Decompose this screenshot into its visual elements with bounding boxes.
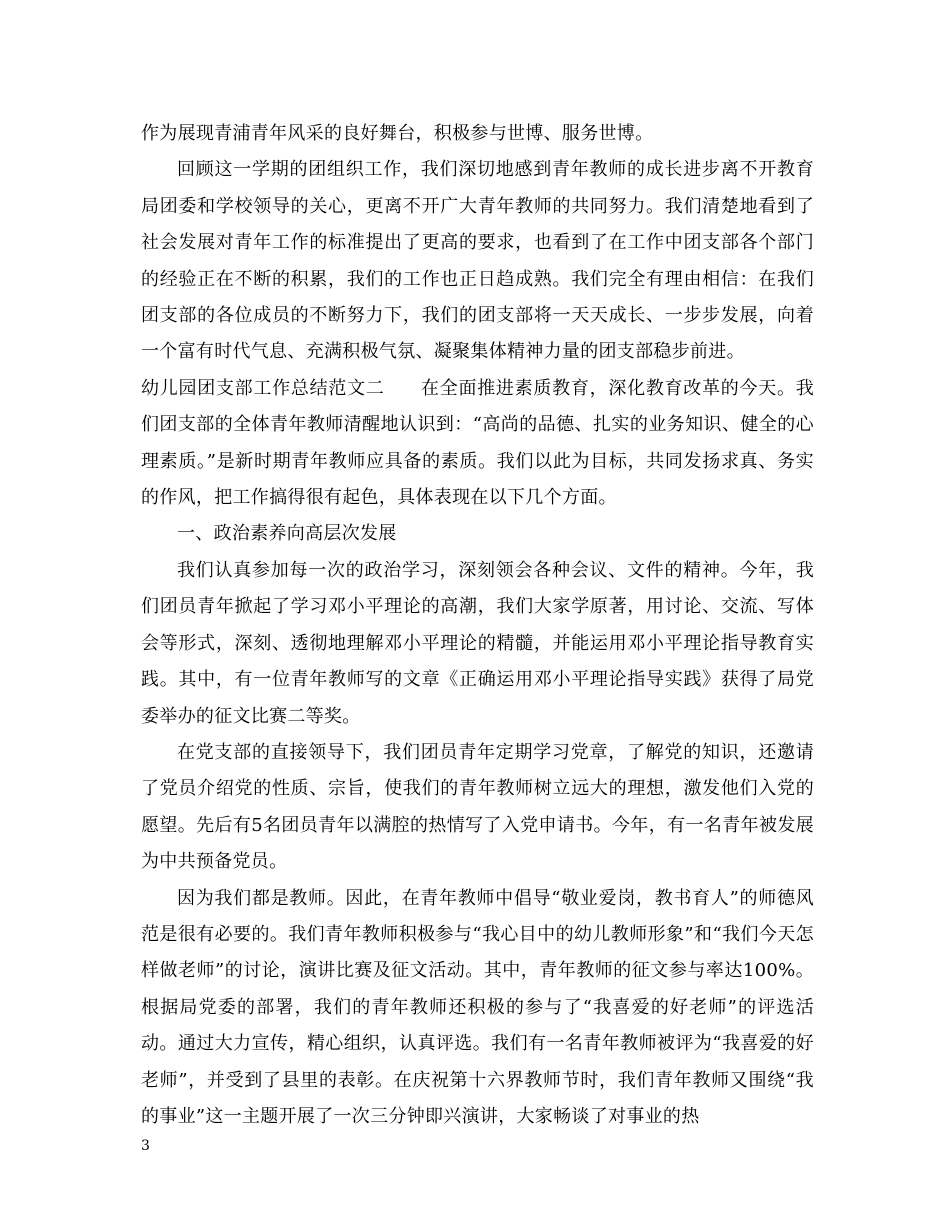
paragraph-continuation: 作为展现青浦青年风采的良好舞台，积极参与世博、服务世博。: [141, 123, 654, 144]
paragraph-party-study: 在党支部的直接领导下，我们团员青年定期学习党章，了解党的知识，还邀请了党员介绍党的性质、宗旨，使我们的青年教师树立远大的理想，激发他们入党的愿望。先后有5名团员青年以满腔的热情写了入党申请书。今年，有一名青年被发展为中共预备党员。: [141, 741, 814, 873]
sample-two-title: 幼儿园团支部工作总结范文二: [141, 377, 385, 399]
page-number: 3: [141, 1138, 150, 1154]
paragraph-teacher-ethics: 因为我们都是教师。因此，在青年教师中倡导“敬业爱岗，教书育人”的师德风范是很有必要的。我们青年教师积极参与“我心目中的幼儿教师形象”和“我们今天怎样做老师”的讨论，演讲比赛及征文活动。其中，青年教师的征文参与率达100%。根据局党委的部署，我们的青年教师还积极的参与了“我喜爱的好老师”的评选活动。通过大力宣传，精心组织，认真评选。我们有一名青年教师被评为“我喜爱的好老师”，并受到了县里的表彰。在庆祝第十六界教师节时，我们青年教师又围绕“我的事业”这一主题开展了一次三分钟即兴演讲，大家畅谈了对事业的热: [141, 887, 814, 1127]
sample-two-text: 在全面推进素质教育，深化教育改革的今天。我们团支部的全体青年教师清醒地认识到：“高尚的品德、扎实的业务知识、健全的心理素质。”是新时期青年教师应具备的素质。我们以此为目标，共同发扬求真、务实的作风，把工作搞得很有起色，具体表现在以下几个方面。: [141, 377, 814, 509]
paragraph-political-study: 我们认真参加每一次的政治学习，深刻领会各种会议、文件的精神。今年，我们团员青年掀起了学习邓小平理论的高潮，我们大家学原著，用讨论、交流、写体会等形式，深刻、透彻地理解邓小平理论的精髓，并能运用邓小平理论指导教育实践。其中，有一位青年教师写的文章《正确运用邓小平理论指导实践》获得了局党委举办的征文比赛二等奖。: [141, 559, 814, 727]
document-body: [141, 116, 814, 1135]
section-heading-politics: 一、政治素养向高层次发展: [177, 523, 397, 545]
paragraph-review: 回顾这一学期的团组织工作，我们深切地感到青年教师的成长进步离不开教育局团委和学校领导的关心，更离不开广大青年教师的共同努力。我们清楚地看到了社会发展对青年工作的标准提出了更高的要求，也看到了在工作中团支部各个部门的经验正在不断的积累，我们的工作也正日趋成熟。我们完全有理由相信：在我们团支部的各位成员的不断努力下，我们的团支部将一天天成长、一步步发展，向着一个富有时代气息、充满积极气氛、凝聚集体精神力量的团支部稳步前进。: [141, 159, 814, 363]
paragraph-sample-two: [141, 371, 814, 517]
